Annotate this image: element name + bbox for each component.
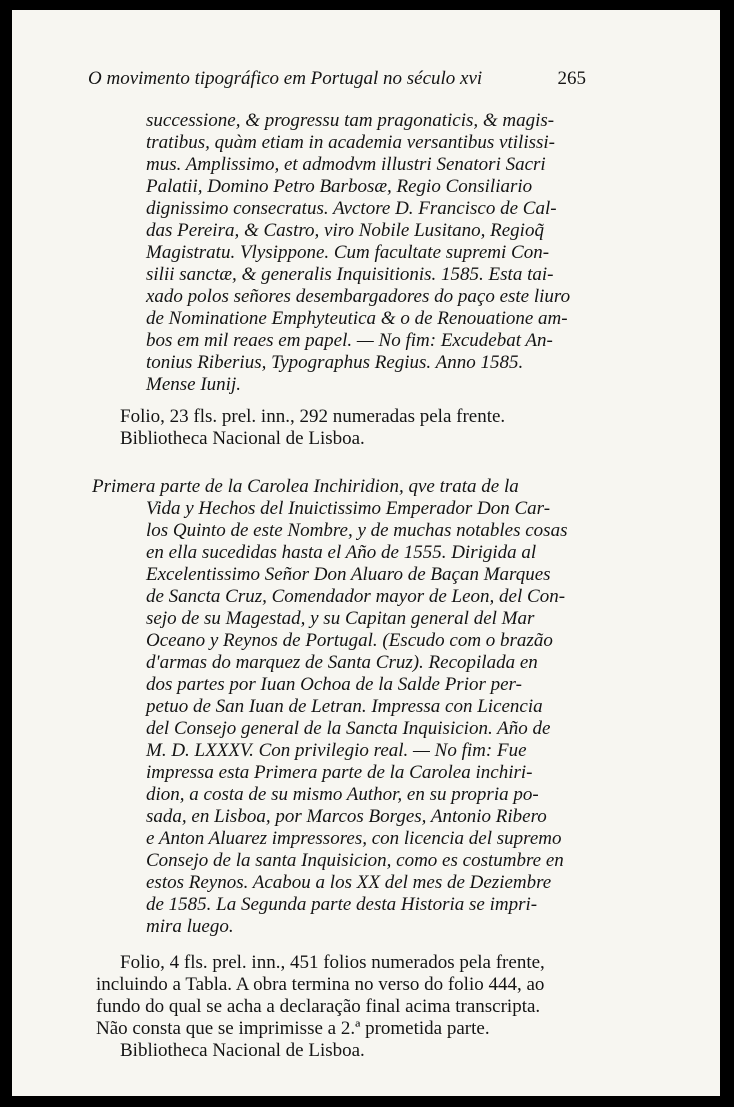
- entry1-title-line: mus. Amplissimo, et admodvm illustri Senatori Sacri: [146, 154, 546, 175]
- entry1-title-line: Mense Iunij.: [146, 374, 241, 395]
- entry2-title-line: sada, en Lisboa, por Marcos Borges, Antonio Ribero: [146, 806, 547, 827]
- entry2-title-line: impressa esta Primera parte de la Carolea inchiri-: [146, 762, 533, 783]
- book-page: [12, 10, 720, 1096]
- entry2-title-line: Oceano y Reynos de Portugal. (Escudo com o brazão: [146, 630, 553, 651]
- page-number: 265: [557, 68, 586, 89]
- entry2-title-line: dos partes por Iuan Ochoa de la Salde Prior per-: [146, 674, 522, 695]
- entry1-title-line: tratibus, quàm etiam in academia versantibus vtilissi-: [146, 132, 556, 153]
- entry2-note-line: fundo do qual se acha a declaração final acima transcripta.: [96, 996, 541, 1017]
- entry2-note-line: Bibliotheca Nacional de Lisboa.: [120, 1040, 365, 1061]
- entry2-title-line: Excelentissimo Señor Don Aluaro de Baçan Marques: [146, 564, 551, 585]
- entry2-note-line: Não consta que se imprimisse a 2.ª prometida parte.: [96, 1018, 490, 1039]
- entry1-title-line: Magistratu. Vlysippone. Cum facultate supremi Con-: [146, 242, 550, 263]
- entry2-title-line: mira luego.: [146, 916, 234, 937]
- entry2-title-line: dion, a costa de su mismo Author, en su propria po-: [146, 784, 539, 805]
- entry1-title-line: tonius Riberius, Typographus Regius. Anno 1585.: [146, 352, 524, 373]
- running-header: [88, 68, 586, 90]
- entry1-title-line: xado polos señores desembargadores do paço este liuro: [146, 286, 571, 307]
- entry2-title-line: los Quinto de este Nombre, y de muchas notables cosas: [146, 520, 568, 541]
- entry2-title-line: estos Reynos. Acabou a los XX del mes de Deziembre: [146, 872, 552, 893]
- entry1-note-line: Bibliotheca Nacional de Lisboa.: [120, 428, 365, 449]
- entry2-title-line: petuo de San Iuan de Letran. Impressa con Licencia: [146, 696, 543, 717]
- entry1-title-line: de Nominatione Emphyteutica & o de Renouatione am-: [146, 308, 568, 329]
- entry2-title-line: del Consejo general de la Sancta Inquisicion. Año de: [146, 718, 551, 739]
- entry2-title-line: de 1585. La Segunda parte desta Historia se impri-: [146, 894, 538, 915]
- entry1-title-line: silii sanctæ, & generalis Inquisitionis. 1585. Esta tai-: [146, 264, 554, 285]
- entry2-note-line: Folio, 4 fls. prel. inn., 451 folios numerados pela frente,: [120, 952, 545, 973]
- entry2-title-line: en ella sucedidas hasta el Año de 1555. Dirigida al: [146, 542, 537, 563]
- entry1-title-line: bos em mil reaes em papel. — No fim: Excudebat An-: [146, 330, 553, 351]
- entry1-title-line: dignissimo consecratus. Avctore D. Francisco de Cal-: [146, 198, 557, 219]
- running-title: O movimento tipográfico em Portugal no século xvi: [88, 68, 483, 89]
- entry1-title-line: das Pereira, & Castro, viro Nobile Lusitano, Regioq̃: [146, 220, 544, 241]
- entry2-title-line: Vida y Hechos del Inuictissimo Emperador Don Car-: [146, 498, 551, 519]
- entry2-title-line: d'armas do marquez de Santa Cruz). Recopilada en: [146, 652, 538, 673]
- entry1-note-line: Folio, 23 fls. prel. inn., 292 numeradas pela frente.: [120, 406, 506, 427]
- entry2-note-line: incluindo a Tabla. A obra termina no verso do folio 444, ao: [96, 974, 545, 995]
- entry1-title-line: Palatii, Domino Petro Barbosæ, Regio Consiliario: [146, 176, 533, 197]
- entry2-title-line: sejo de su Magestad, y su Capitan general del Mar: [146, 608, 535, 629]
- entry2-title-line: Primera parte de la Carolea Inchiridion, qve trata de la: [92, 476, 519, 497]
- entry2-title-line: Consejo de la santa Inquisicion, como es costumbre en: [146, 850, 564, 871]
- entry2-title-line: M. D. LXXXV. Con privilegio real. — No fim: Fue: [146, 740, 527, 761]
- entry1-title-line: successione, & progressu tam pragonaticis, & magis-: [146, 110, 555, 131]
- entry2-title-line: de Sancta Cruz, Comendador mayor de Leon, del Con-: [146, 586, 566, 607]
- entry2-title-line: e Anton Aluarez impressores, con licencia del supremo: [146, 828, 562, 849]
